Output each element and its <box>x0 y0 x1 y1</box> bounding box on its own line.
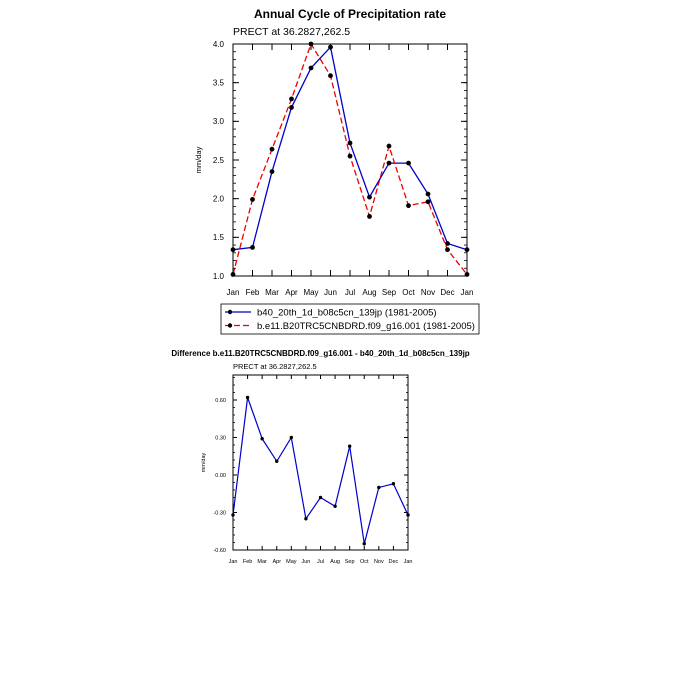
chart2-x-tick-label: Jul <box>316 559 325 565</box>
chart1-series-1-point <box>445 241 450 246</box>
chart2-y-tick-label: 0.30 <box>215 435 226 442</box>
chart2-x-tick-label: Nov <box>373 559 384 565</box>
chart1-series-2-point <box>406 203 411 208</box>
chart1-series-1-point <box>426 192 431 197</box>
chart1-legend-marker-2 <box>228 323 232 327</box>
chart1-series-2-point <box>328 73 333 78</box>
chart2-series-1-line <box>233 398 408 544</box>
chart2-x-tick-label: May <box>286 559 297 565</box>
chart1-title: Annual Cycle of Precipitation rate <box>253 7 447 21</box>
chart2-y-axis-title: mm/day <box>201 452 207 473</box>
chart2-series-1-point <box>363 542 366 545</box>
chart2-x-tick-label: Mar <box>257 559 267 565</box>
chart1-series-1-point <box>309 66 314 71</box>
chart2-series-1-point <box>377 486 380 489</box>
chart2-series-1-point <box>290 436 293 439</box>
chart2-series-1-point <box>333 505 336 508</box>
chart2-series-1-point <box>246 396 249 399</box>
chart1-x-tick-label: Dec <box>440 288 455 297</box>
chart1-series-2-point <box>426 199 431 204</box>
chart2-x-tick-label: Aug <box>330 559 340 565</box>
chart1-series-2-point <box>348 154 353 159</box>
chart2-series-1-point <box>260 437 263 440</box>
chart1-x-tick-label: Aug <box>362 288 377 297</box>
chart2-series-1-point <box>304 517 307 520</box>
chart2-x-tick-label: Jan <box>403 559 413 565</box>
chart1-series-2-point <box>231 272 236 277</box>
chart1-series-1-point <box>465 247 470 252</box>
chart1-x-tick-label: May <box>303 288 319 297</box>
chart2-x-tick-label: Apr <box>272 559 282 565</box>
chart1-series-2-point <box>367 214 372 219</box>
chart1-y-axis-title: mm/day <box>194 146 203 174</box>
chart1-series-2-point <box>270 147 275 152</box>
chart2-x-tick-label: Jan <box>228 559 238 565</box>
chart1-series-1-point <box>348 141 353 146</box>
chart1-series-1-point <box>406 161 411 166</box>
chart1-series-1-point <box>231 247 236 252</box>
chart1-x-tick-label: Jan <box>460 288 474 297</box>
chart1-series-1-point <box>270 169 275 174</box>
chart2-title: Difference b.e11.B20TRC5CNBDRD.f09_g16.001 - b40_20th_1d_b08c5cn_139jp <box>171 349 470 358</box>
chart1-y-tick-label: 3.0 <box>212 117 224 127</box>
chart1-legend-label-1: b40_20th_1d_b08c5cn_139jp (1981-2005) <box>257 307 437 319</box>
chart1-series-1-point <box>250 245 255 250</box>
chart2-x-tick-label: Jun <box>301 559 311 565</box>
chart2-series-1-point <box>392 482 395 485</box>
chart1-series-1-point <box>367 195 372 200</box>
chart1-y-tick-label: 2.5 <box>212 155 224 165</box>
chart1-subtitle: PRECT at 36.2827,262.5 <box>233 26 351 38</box>
chart1-series-1-line <box>233 47 467 250</box>
chart2-x-tick-label: Feb <box>242 559 253 565</box>
chart1-series-2-point <box>289 97 294 102</box>
chart2-series-1-point <box>275 460 278 463</box>
chart2-y-tick-label: 0.60 <box>215 397 226 404</box>
chart1-y-tick-label: 3.5 <box>212 78 224 88</box>
chart1-series-2-point <box>309 42 314 47</box>
chart2-series-1-point <box>231 513 234 516</box>
chart1-x-tick-label: Apr <box>285 288 298 297</box>
chart1-legend-marker-1 <box>228 310 232 314</box>
chart1-series-1-point <box>328 45 333 50</box>
chart1-series-1-point <box>387 161 392 166</box>
chart2-x-tick-label: Oct <box>359 559 369 565</box>
chart2-series-1-point <box>319 496 322 499</box>
chart2-series-1-point <box>406 513 409 516</box>
chart2-series-1-point <box>348 445 351 448</box>
chart1-series-2-point <box>465 272 470 277</box>
chart1-series-2-line <box>233 44 467 275</box>
chart2-subtitle: PRECT at 36.2827,262.5 <box>233 362 317 371</box>
chart1-x-tick-label: Oct <box>402 288 415 297</box>
chart2-y-tick-label: -0.60 <box>213 547 226 554</box>
chart2-y-tick-label: 0.00 <box>215 472 226 479</box>
chart1-x-tick-label: Jul <box>344 288 356 297</box>
chart2-plot-frame <box>233 375 408 550</box>
chart1-series-2-point <box>250 197 255 202</box>
chart2-y-tick-label: -0.30 <box>213 510 226 517</box>
chart1-x-tick-label: Sep <box>381 288 397 297</box>
chart1-x-tick-label: Feb <box>245 288 260 297</box>
chart1-series-2-point <box>387 144 392 149</box>
chart2-x-tick-label: Dec <box>388 559 399 565</box>
chart1-y-tick-label: 4.0 <box>212 39 224 49</box>
chart1-x-tick-label: Nov <box>420 288 436 297</box>
chart1-series-2-point <box>445 247 450 252</box>
chart1-x-tick-label: Mar <box>265 288 279 297</box>
chart1-x-tick-label: Jan <box>226 288 240 297</box>
chart1-y-tick-label: 2.0 <box>212 194 224 204</box>
chart1-x-tick-label: Jun <box>324 288 337 297</box>
chart2-x-tick-label: Sep <box>344 559 355 565</box>
chart1-y-tick-label: 1.5 <box>212 233 224 243</box>
chart1-y-tick-label: 1.0 <box>212 271 224 281</box>
chart1-legend-label-2: b.e11.B20TRC5CNBDRD.f09_g16.001 (1981-2005) <box>257 321 475 332</box>
chart1-series-1-point <box>289 105 294 110</box>
